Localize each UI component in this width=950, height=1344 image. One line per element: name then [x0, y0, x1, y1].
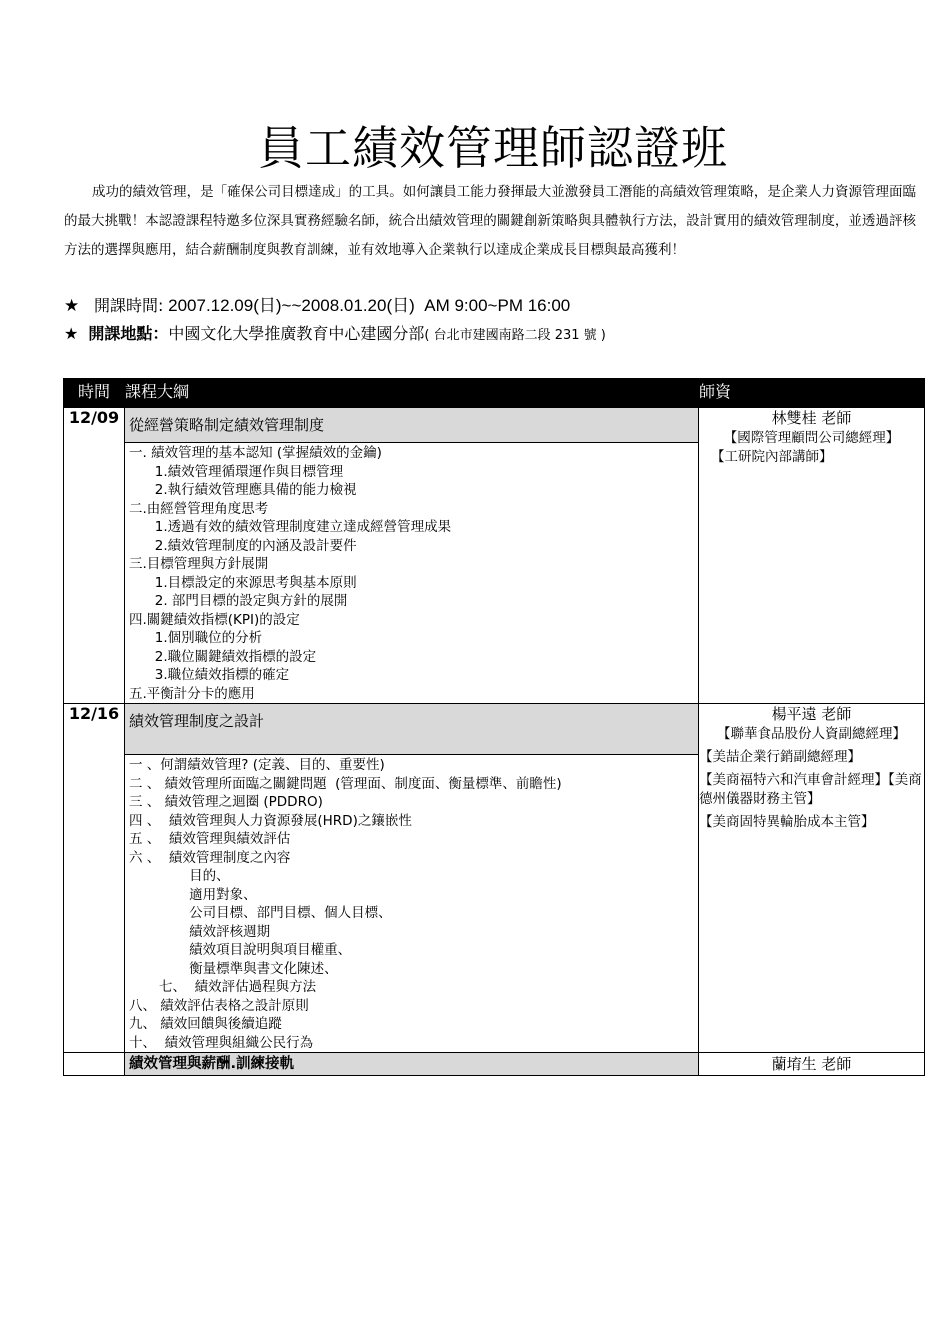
outline-line: 績效項目說明與項目權重、 [129, 942, 352, 958]
outline-line: 1.透過有效的績效管理制度建立達成經營管理成果 [129, 519, 452, 535]
outline-lines [125, 755, 698, 1052]
outline-line: 二.由經營管理角度思考 [129, 500, 269, 517]
star-icon: ★ [64, 296, 80, 315]
session-date [64, 1053, 125, 1076]
teacher-title: 【美商福特六和汽車會計經理】【美商德州儀器財務主管】 [699, 772, 922, 807]
outline-line: 七、 績效評估過程與方法 [129, 979, 317, 995]
session-date: 12/16 [64, 704, 125, 1053]
table-row [64, 408, 925, 704]
session-topic: 績效管理與薪酬.訓練接軌 [125, 1053, 698, 1075]
outline-line: 四 、 績效管理與人力資源發展(HRD)之鑲嵌性 [129, 812, 412, 829]
outline-line: 2.職位關鍵績效指標的設定 [129, 648, 317, 665]
session-topic: 績效管理制度之設計 [125, 704, 698, 755]
outline-line: 3.職位績效指標的確定 [129, 667, 290, 683]
outline-line: 1.個別職位的分析 [129, 630, 263, 646]
outline-line: 二 、 績效管理所面臨之關鍵問題 (管理面、制度面、衡量標準、前瞻性) [129, 775, 562, 792]
course-place-value: 中國文化大學推廣教育中心建國分部 [168, 324, 425, 343]
schedule-table [63, 378, 925, 1076]
header-outline: 課程大綱 [125, 379, 699, 408]
star-icon: ★ [64, 324, 79, 343]
outline-line: 2. 部門目標的設定與方針的展開 [129, 593, 348, 609]
header-teacher: 師資 [699, 379, 925, 408]
table-header-row [64, 379, 925, 408]
course-time-label: 開課時間: [93, 296, 164, 315]
course-place-address: ( 台北市建國南路二段 231 號 ) [424, 328, 606, 343]
intro-paragraph [64, 178, 916, 265]
course-place-line [64, 322, 606, 348]
teacher-name: 林雙桂 老師 [771, 409, 852, 427]
session-outline [125, 408, 699, 704]
outline-line: 1.績效管理循環運作與目標管理 [129, 463, 344, 480]
outline-line: 五 、 績效管理與績效評估 [129, 831, 291, 847]
outline-lines [125, 443, 698, 703]
course-time-value: 2007.12.09(日)~~2008.01.20(日) AM 9:00~PM 16:00 [168, 296, 571, 315]
session-outline [125, 1053, 699, 1076]
outline-line: 公司目標、部門目標、個人目標、 [129, 905, 392, 921]
outline-line: 十、 績效管理與組織公民行為 [129, 1034, 314, 1051]
outline-line: 三.目標管理與方針展開 [129, 556, 269, 572]
outline-line: 四.關鍵績效指標(KPI)的設定 [129, 611, 300, 628]
table-row [64, 1053, 925, 1076]
outline-line: 九、 績效回饋與後續追蹤 [129, 1016, 282, 1032]
header-date: 時間 [64, 379, 125, 408]
session-topic: 從經營策略制定績效管理制度 [125, 408, 698, 443]
outline-line: 績效評核週期 [129, 923, 271, 940]
teacher-title: 【國際管理顧問公司總經理】 [723, 430, 900, 446]
course-time-line [64, 294, 570, 318]
table-row [64, 704, 925, 1053]
outline-line: 適用對象、 [129, 886, 257, 903]
outline-line: 八、 績效評估表格之設計原則 [129, 997, 309, 1014]
outline-line: 一. 績效管理的基本認知 (掌握績效的金鑰) [129, 445, 382, 461]
intro-text: 成功的績效管理，是「確保公司目標達成」的工具。如何讓員工能力發揮最大並激發員工潛能的高績效管理策略，是企業人力資源管理面臨的最大挑戰！本認證課程特邀多位深具實務經驗名師，統合出績效管理的關鍵創新策略與具體執行方法，設計實用的績效管理制度，並透過評核方法的選擇與應用，結合薪酬制度與教育訓練，並有效地導入企業執行以達成企業成長目標與最高獲利！ [64, 184, 916, 258]
page-title: 員工績效管理師認證班 [258, 121, 728, 175]
course-place-label: 開課地點： [88, 324, 169, 343]
outline-line: 1.目標設定的來源思考與基本原則 [129, 574, 357, 591]
teacher-name: 蘭堉生 老師 [699, 1053, 925, 1076]
teacher-title: 【工研院內部講師】 [711, 449, 833, 465]
outline-line: 2.績效管理制度的內涵及設計要件 [129, 537, 357, 554]
teacher-title: 【聯華食品股份人資副總經理】 [717, 726, 906, 742]
session-teacher [699, 408, 925, 704]
teacher-title: 【美喆企業行銷副總經理】 [699, 749, 861, 765]
session-outline [125, 704, 699, 1053]
teacher-name: 楊平遠 老師 [771, 705, 852, 723]
outline-line: 衡量標準與書文化陳述、 [129, 960, 338, 977]
session-date: 12/09 [64, 408, 125, 704]
outline-line: 2.執行績效管理應具備的能力檢視 [129, 482, 357, 498]
session-teacher [699, 704, 925, 1053]
outline-line: 三 、 績效管理之迴圈 (PDDRO) [129, 794, 323, 810]
outline-line: 目的、 [129, 868, 230, 884]
outline-line: 六 、 績效管理制度之內容 [129, 849, 291, 866]
outline-line: 一 、何謂績效管理? (定義、目的、重要性) [129, 757, 385, 773]
teacher-title: 【美商固特異輪胎成本主管】 [699, 814, 875, 830]
outline-line: 五.平衡計分卡的應用 [129, 685, 255, 702]
